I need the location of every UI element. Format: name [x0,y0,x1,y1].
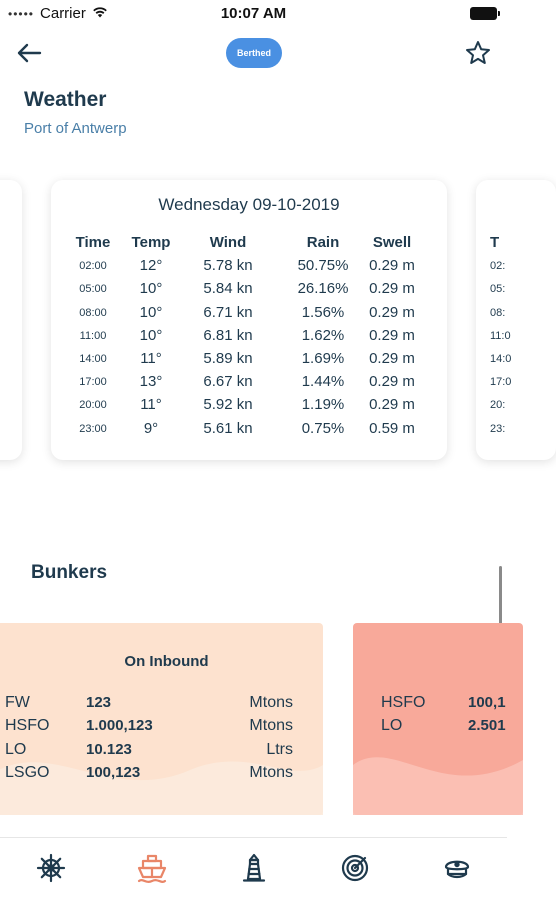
weather-row [51,373,447,396]
next-card-time: 14:0 [490,352,512,365]
weather-card-previous[interactable] [0,180,22,460]
weather-cell-rain: 26.16% [297,280,349,298]
bunker-card-inbound[interactable] [0,623,323,815]
weather-cell-time: 11:00 [79,329,107,342]
status-time: 10:07 AM [220,5,287,22]
ship-icon [136,853,168,883]
tab-ship-wheel[interactable] [31,850,71,886]
next-card-time: 02: [490,260,506,273]
battery-icon [470,7,497,20]
weather-table-header [51,234,447,257]
weather-cell-wind: 5.61 kn [203,419,253,437]
bunker-unit: Mtons [249,694,293,711]
tab-lighthouse[interactable] [234,850,274,886]
weather-cell-time: 23:00 [79,422,107,435]
bunker-unit: Mtons [249,763,293,781]
weather-cell-temp: 10° [139,303,163,321]
weather-cell-time: 08:00 [79,306,107,319]
lighthouse-icon [241,853,267,883]
weather-cell-temp: 10° [139,280,163,298]
weather-card-next[interactable] [476,180,556,460]
bunker-unit: Ltrs [266,740,293,758]
column-header-wind: Wind [209,234,247,251]
next-card-time: 23: [490,422,506,435]
bunker-row [0,717,323,739]
tab-ship[interactable] [132,850,172,886]
page-title: Weather [24,88,107,111]
weather-row [51,304,447,327]
bunker-value: 100,1 [468,694,506,711]
bunker-value: 123 [86,694,112,711]
bunker-name: HSFO [381,694,426,711]
weather-cell-time: 02:00 [79,260,107,273]
back-button[interactable] [14,40,44,66]
bunker-value: 1.000,123 [86,717,153,735]
weather-cell-rain: 1.56% [301,303,345,321]
weather-card[interactable] [51,180,447,460]
weather-cell-swell: 0.29 m [369,303,415,321]
column-header-rain: Rain [306,234,340,251]
bunkers-title: Bunkers [31,562,108,583]
column-header-swell: Swell [372,234,412,251]
weather-cell-temp: 10° [139,326,163,344]
weather-table [51,234,447,443]
weather-row [51,257,447,280]
next-card-times [490,234,511,443]
status-badge: Berthed [226,38,282,68]
bunker-card-title: On Inbound [124,653,209,670]
captain-hat-icon [442,853,472,883]
forecast-date: Wednesday 09-10-2019 [158,195,340,214]
next-card-time: 08: [490,306,506,319]
signal-dots-icon: ••••• [8,6,35,21]
bunker-name: FW [5,694,30,711]
weather-cell-temp: 13° [139,373,163,391]
status-bar [0,0,507,28]
weather-cell-swell: 0.29 m [369,373,415,391]
weather-cell-rain: 1.69% [301,349,345,367]
tab-bar [0,837,507,900]
bunker-value: 2.501 [468,717,506,735]
tab-captain[interactable] [437,850,477,886]
bunker-row [353,694,523,716]
weather-cell-wind: 5.92 kn [203,396,253,414]
weather-row [51,350,447,373]
weather-cell-swell: 0.29 m [369,396,415,414]
next-card-time: 05: [490,283,506,296]
bunker-name: HSFO [5,717,50,735]
weather-row [51,280,447,303]
bunker-row [0,741,323,763]
bunker-value: 100,123 [86,763,141,781]
column-header-temp: Temp [131,234,171,251]
tab-radar[interactable] [335,850,375,886]
weather-row [51,327,447,350]
weather-cell-time: 05:00 [79,283,107,296]
favorite-button[interactable] [463,39,493,67]
bunker-name: LO [5,740,27,758]
weather-row [51,420,447,443]
bunker-unit: Mtons [249,717,293,735]
weather-cell-rain: 1.62% [301,326,345,344]
weather-cell-swell: 0.29 m [369,326,415,344]
next-card-time: 20: [490,399,506,412]
next-card-header: T [490,234,500,251]
weather-cell-wind: 6.71 kn [203,303,253,321]
weather-cell-wind: 6.67 kn [203,373,253,391]
star-icon [465,40,491,66]
weather-cell-time: 17:00 [79,376,107,389]
weather-cell-temp: 12° [139,257,163,275]
weather-cell-rain: 1.19% [301,396,345,414]
weather-cell-time: 14:00 [79,352,107,365]
bunker-row [0,764,323,786]
port-name: Port of Antwerp [24,120,127,137]
weather-cell-time: 20:00 [79,399,107,412]
weather-cell-wind: 5.84 kn [203,280,253,298]
arrow-left-icon [16,43,42,63]
weather-cell-swell: 0.29 m [369,349,415,367]
weather-cell-swell: 0.29 m [369,257,415,275]
weather-cell-swell: 0.59 m [369,419,415,437]
bunker-row [353,717,523,739]
weather-cell-wind: 5.89 kn [203,349,253,367]
weather-cell-temp: 11° [140,349,162,367]
bunker-name: LO [381,717,403,735]
weather-cell-wind: 5.78 kn [203,257,253,275]
bunker-card-next[interactable] [353,623,523,815]
next-card-time: 11:0 [490,329,511,342]
radar-icon [340,853,370,883]
weather-cell-rain: 0.75% [301,419,345,437]
weather-cell-temp: 11° [140,396,162,414]
weather-cell-temp: 9° [143,419,159,437]
weather-cell-rain: 50.75% [297,257,349,275]
weather-cell-wind: 6.81 kn [203,326,253,344]
bunker-value: 10.123 [86,740,132,758]
next-card-time: 17:0 [490,376,512,389]
weather-row [51,396,447,419]
bunker-row [0,694,323,716]
column-header-time: Time [75,234,111,251]
weather-cell-rain: 1.44% [301,373,345,391]
bunker-name: LSGO [5,763,50,781]
ship-wheel-icon [36,853,66,883]
carrier-label: Carrier [40,5,86,22]
weather-cell-swell: 0.29 m [369,280,415,298]
